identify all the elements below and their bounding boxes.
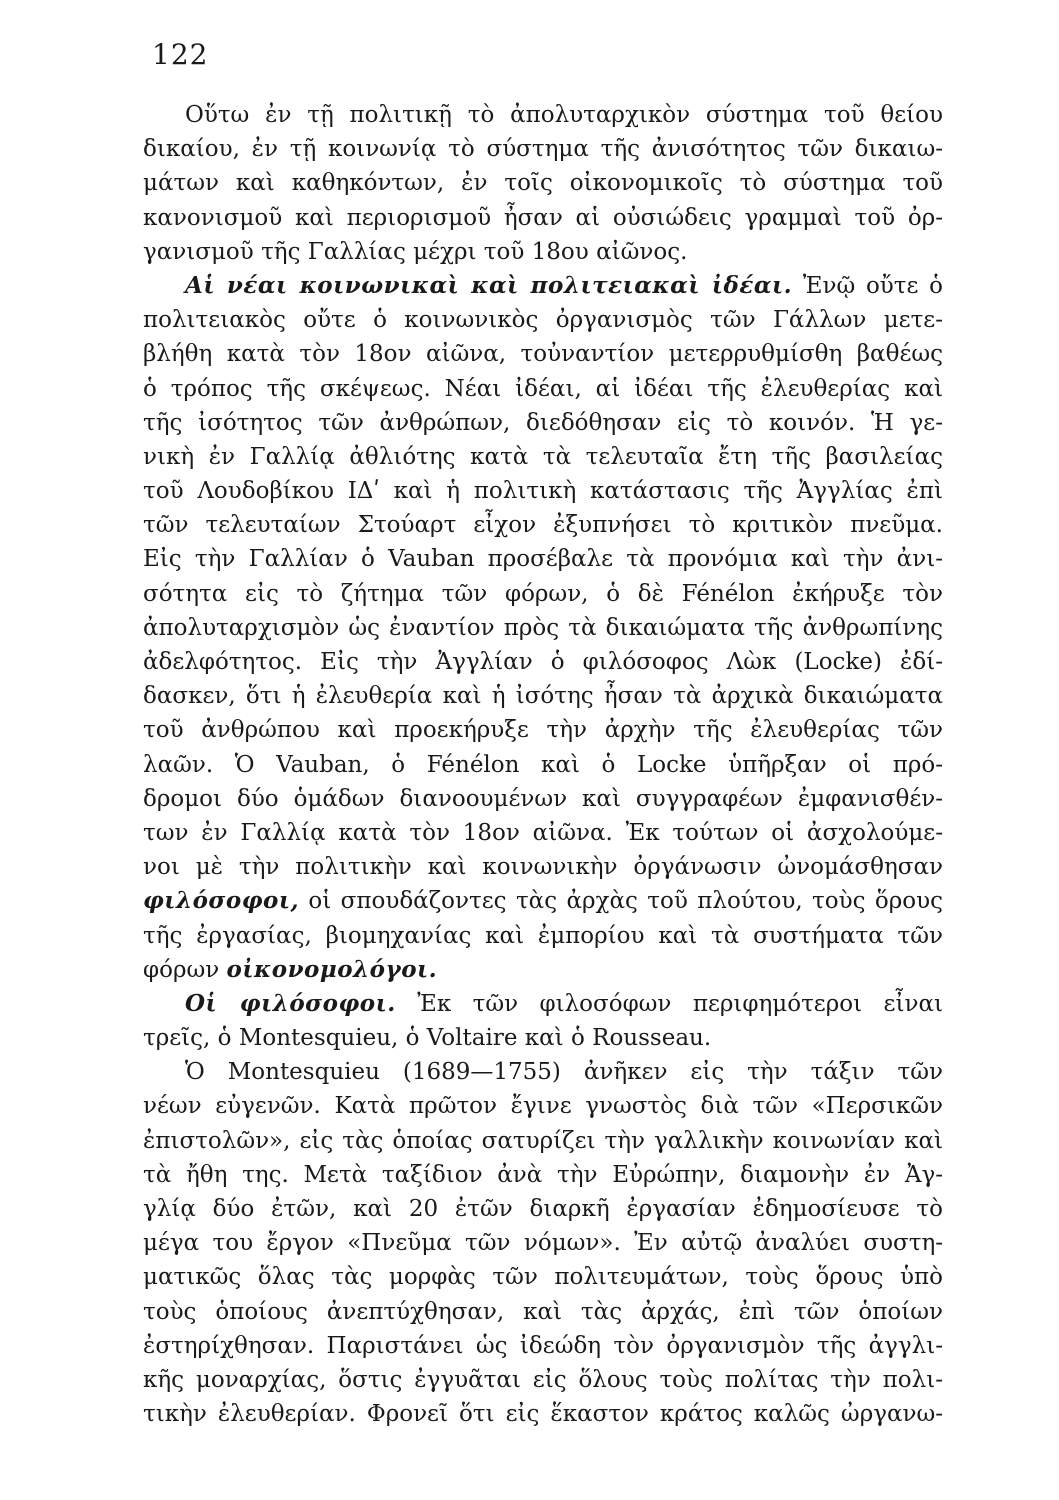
text-line (143, 782, 943, 816)
text-line (143, 201, 943, 235)
line-text: κανονισμοῦ καὶ περιορισμοῦ ἦσαν αἱ οὐσιώδεις γραμμαὶ τοῦ ὀρ- (143, 204, 943, 231)
text-line (143, 1397, 943, 1431)
inline-heading: οἰκονομολόγοι. (226, 955, 438, 983)
line-text: φόρων (143, 956, 227, 983)
line-text: δασκεν, ὅτι ἡ ἐλευθερία καὶ ἡ ἰσότης ἦσαν τὰ ἀρχικὰ δικαιώματα (143, 683, 943, 710)
line-text: τῆς ἐργασίας, βιομηχανίας καὶ ἐμπορίου καὶ τὰ συστήματα τῶν (143, 922, 943, 949)
text-line (143, 98, 943, 132)
line-text: τικὴν ἐλευθερίαν. Φρονεῖ ὅτι εἰς ἕκαστον κράτος καλῶς ὠργανω- (143, 1401, 943, 1428)
text-line (143, 337, 943, 371)
text-line (143, 303, 943, 337)
line-text: κῆς μοναρχίας, ὅστις ἐγγυᾶται εἰς ὅλους τοὺς πολίτας τὴν πολι- (143, 1366, 943, 1393)
text-line (143, 406, 943, 440)
line-text: Οὕτω ἐν τῇ πολιτικῇ τὸ ἀπολυταρχικὸν σύστημα τοῦ θείου (185, 102, 943, 128)
line-text: Εἰς τὴν Γαλλίαν ὁ Vauban προσέβαλε τὰ προνόμια καὶ τὴν ἀνι- (143, 546, 943, 573)
line-text: Ὁ Montesquieu (1689—1755) ἀνῆκεν εἰς τὴν τάξιν τῶν (185, 1059, 943, 1086)
text-line (143, 919, 943, 953)
text-line (143, 235, 943, 269)
line-text: τῆς ἰσότητος τῶν ἀνθρώπων, διεδόθησαν εἰς τὸ κοινόν. Ἡ γε- (143, 409, 943, 436)
text-line (143, 1089, 943, 1123)
text-line (143, 1192, 943, 1226)
text-line (143, 440, 943, 474)
line-text: ἐπιστολῶν», εἰς τὰς ὁποίας σατυρίζει τὴν γαλλικὴν κοινωνίαν καὶ (143, 1127, 943, 1154)
line-text: τοῦ Λουδοβίκου ΙΔʹ καὶ ἡ πολιτικὴ κατάστασις τῆς Ἀγγλίας ἐπὶ (143, 478, 943, 505)
line-text: γλίᾳ δύο ἐτῶν, καὶ 20 ἐτῶν διαρκῆ ἐργασίαν ἐδημοσίευσε τὸ (143, 1196, 943, 1222)
text-line (143, 1260, 943, 1294)
line-text: γανισμοῦ τῆς Γαλλίας μέχρι τοῦ 18ου αἰῶνος. (143, 238, 688, 265)
line-text: των ἐν Γαλλίᾳ κατὰ τὸν 18ον αἰῶνα. Ἐκ τούτων οἱ ἀσχολούμε- (143, 819, 943, 846)
line-text: βλήθη κατὰ τὸν 18ον αἰῶνα, τοὐναντίον μετερρυθμίσθη βαθέως (143, 341, 943, 368)
text-line (143, 1329, 943, 1363)
line-text: δικαίου, ἐν τῇ κοινωνίᾳ τὸ σύστημα τῆς ἀνισότητος τῶν δικαιω- (143, 136, 943, 163)
inline-heading: φιλόσοφοι, (143, 887, 299, 915)
line-text: τὰ ἤθη της. Μετὰ ταξίδιον ἀνὰ τὴν Εὐρώπην, διαμονὴν ἐν Ἀγ- (143, 1161, 943, 1188)
line-text: τῶν τελευταίων Στούαρτ εἶχον ἐξυπνήσει τὸ κριτικὸν πνεῦμα. (143, 512, 943, 539)
line-text: τρεῖς, ὁ Montesquieu, ὁ Voltaire καὶ ὁ Rousseau. (143, 1025, 712, 1052)
line-text: οἱ σπουδάζοντες τὰς ἀρχὰς τοῦ πλούτου, τοὺς ὅρους (299, 888, 943, 915)
text-line (143, 1295, 943, 1329)
text-line (143, 577, 943, 611)
page-number: 122 (152, 38, 209, 71)
line-text: Ἐνῷ οὔτε ὁ (792, 272, 943, 299)
text-line (143, 1226, 943, 1260)
text-line (143, 166, 943, 200)
inline-heading: Αἱ νέαι κοινωνικαὶ καὶ πολιτειακαὶ ἰδέαι. (185, 271, 793, 299)
text-line (143, 1055, 943, 1089)
body-text (143, 98, 943, 1431)
text-line (143, 1158, 943, 1192)
text-line (143, 372, 943, 406)
text-line (143, 850, 943, 884)
line-text: μέγα του ἔργον «Πνεῦμα τῶν νόμων». Ἐν αὐτῷ ἀναλύει συστη- (143, 1230, 943, 1257)
text-line (143, 269, 943, 303)
line-text: νέων εὐγενῶν. Κατὰ πρῶτον ἔγινε γνωστὸς διὰ τῶν «Περσικῶν (143, 1093, 943, 1120)
text-line (143, 611, 943, 645)
line-text: ματικῶς ὅλας τὰς μορφὰς τῶν πολιτευμάτων, τοὺς ὅρους ὑπὸ (143, 1264, 943, 1291)
line-text: τοὺς ὁποίους ἀνεπτύχθησαν, καὶ τὰς ἀρχάς, ἐπὶ τῶν ὁποίων (143, 1298, 943, 1325)
inline-heading: Οἱ φιλόσοφοι. (185, 989, 396, 1017)
text-line (143, 884, 943, 918)
line-text: λαῶν. Ὁ Vauban, ὁ Fénélon καὶ ὁ Locke ὑπῆρξαν οἱ πρό- (143, 751, 943, 778)
text-line (143, 679, 943, 713)
text-line (143, 542, 943, 576)
line-text: Ἐκ τῶν φιλοσόφων περιφημότεροι εἶναι (395, 990, 943, 1017)
line-text: πολιτειακὸς οὔτε ὁ κοινωνικὸς ὀργανισμὸς τῶν Γάλλων μετε- (143, 307, 943, 334)
text-line (143, 1021, 943, 1055)
text-line (143, 132, 943, 166)
text-line (143, 474, 943, 508)
line-text: δρομοι δύο ὁμάδων διανοουμένων καὶ συγγραφέων ἐμφανισθέν- (143, 785, 943, 812)
text-line (143, 953, 943, 987)
line-text: σότητα εἰς τὸ ζήτημα τῶν φόρων, ὁ δὲ Fénélon ἐκήρυξε τὸν (143, 580, 943, 607)
text-line (143, 1124, 943, 1158)
text-line (143, 508, 943, 542)
text-line (143, 987, 943, 1021)
line-text: νοι μὲ τὴν πολιτικὴν καὶ κοινωνικὴν ὀργάνωσιν ὠνομάσθησαν (143, 854, 943, 881)
text-line (143, 713, 943, 747)
line-text: νικὴ ἐν Γαλλίᾳ ἀθλιότης κατὰ τὰ τελευταῖα ἔτη τῆς βασιλείας (143, 443, 943, 470)
line-text: ἀπολυταρχισμὸν ὡς ἐναντίον πρὸς τὰ δικαιώματα τῆς ἀνθρωπίνης (143, 614, 943, 641)
text-line (143, 748, 943, 782)
text-line (143, 645, 943, 679)
line-text: τοῦ ἀνθρώπου καὶ προεκήρυξε τὴν ἀρχὴν τῆς ἐλευθερίας τῶν (143, 717, 943, 744)
line-text: ὁ τρόπος τῆς σκέψεως. Νέαι ἰδέαι, αἱ ἰδέαι τῆς ἐλευθερίας καὶ (143, 375, 943, 402)
text-line (143, 816, 943, 850)
line-text: μάτων καὶ καθηκόντων, ἐν τοῖς οἰκονομικοῖς τὸ σύστημα τοῦ (143, 170, 943, 197)
text-line (143, 1363, 943, 1397)
line-text: ἀδελφότητος. Εἰς τὴν Ἀγγλίαν ὁ φιλόσοφος Λὼκ (Locke) ἐδί- (143, 649, 943, 675)
line-text: ἐστηρίχθησαν. Παριστάνει ὡς ἰδεώδη τὸν ὀργανισμὸν τῆς ἀγγλι- (143, 1332, 943, 1359)
